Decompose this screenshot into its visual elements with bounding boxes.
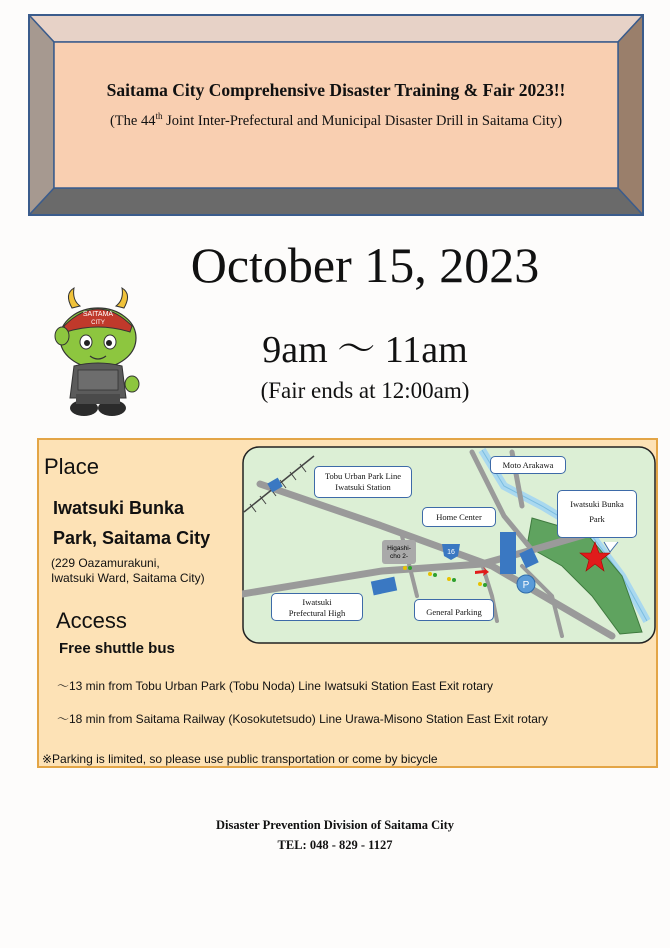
place-heading: Place	[44, 454, 100, 479]
school-label-line1: Iwatsuki	[302, 597, 332, 607]
station-label-line2: Iwatsuki Station	[335, 482, 391, 492]
map-label-station	[314, 466, 412, 498]
map-label-home-center: Home Center	[422, 507, 496, 527]
subtitle-suffix: Joint Inter-Prefectural and Municipal Disaster Drill in Saitama City)	[162, 112, 563, 129]
map-label-general-parking: General Parking	[414, 599, 494, 621]
contact-phone: TEL: 048 - 829 - 1127	[277, 838, 393, 852]
access-heading: Access	[56, 608, 127, 633]
subtitle-ordinal: th	[155, 111, 163, 121]
event-time: 9am 〜 11am	[262, 329, 468, 371]
station-label-line1: Tobu Urban Park Line	[324, 471, 402, 481]
map-label-high-school	[271, 593, 363, 621]
parking-note: ※Parking is limited, so please use public transportation or come by bicycle	[42, 752, 438, 766]
address-line1: (229 Oazamurakuni,	[51, 556, 160, 570]
higashi-cho-label-1: Higashi-	[387, 545, 411, 552]
school-label-line2: Prefectural High	[288, 608, 346, 618]
venue-name-line2: Park, Saitama City	[53, 528, 211, 548]
venue-name-line1: Iwatsuki Bunka	[53, 498, 185, 518]
event-title: Saitama City Comprehensive Disaster Training & Fair 2023!!	[106, 80, 566, 100]
route-urawa-misono: 〜18 min from Saitama Railway (Kosokutetsudo) Line Urawa-Misono Station East Exit rotary	[57, 712, 548, 726]
title-banner	[28, 14, 644, 216]
route-iwatsuki: 〜13 min from Tobu Urban Park (Tobu Noda) Line Iwatsuki Station East Exit rotary	[57, 679, 493, 693]
higashi-cho-label-2: cho 2-	[389, 553, 409, 560]
park-label-line1: Iwatsuki Bunka	[570, 499, 624, 509]
map-label-park	[557, 490, 637, 538]
subtitle-prefix: (The 44	[109, 112, 156, 129]
mascot-cap-text-2: CITY	[91, 320, 105, 326]
venue-name	[53, 493, 243, 553]
address-line2: Iwatsuki Ward, Saitama City)	[51, 571, 205, 585]
mascot-cap-text-1: SAITAMA	[82, 311, 114, 318]
venue-map	[242, 446, 656, 644]
parking-p-icon: P	[522, 580, 530, 591]
venue-address	[51, 556, 251, 586]
park-label-line2: Park	[589, 514, 605, 524]
fair-end-note: (Fair ends at 12:00am)	[260, 378, 470, 403]
route-16-marker: 16	[447, 549, 455, 556]
shuttle-bus-label: Free shuttle bus	[59, 640, 175, 657]
event-date: October 15, 2023	[190, 237, 540, 293]
mascot-image	[50, 286, 146, 426]
map-label-moto-arakawa: Moto Arakawa	[490, 456, 566, 474]
info-panel	[37, 438, 658, 768]
event-subtitle	[28, 111, 644, 130]
organizer-name: Disaster Prevention Division of Saitama City	[215, 818, 455, 832]
